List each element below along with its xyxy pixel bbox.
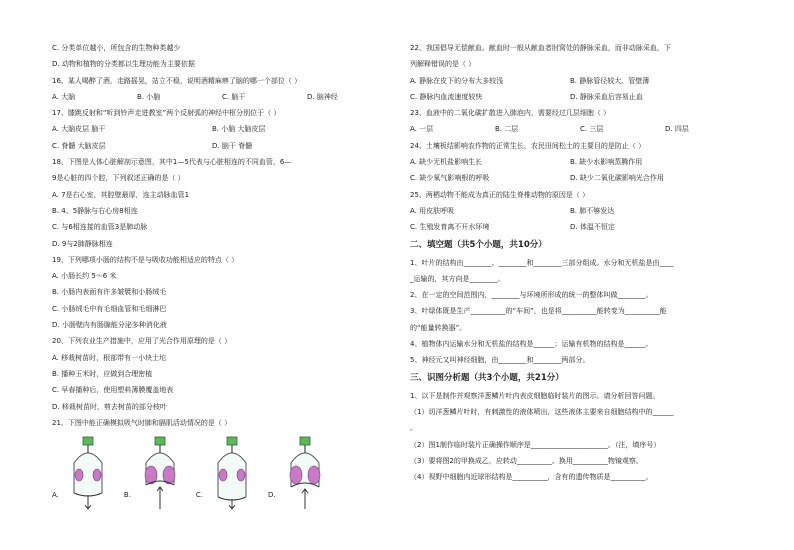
options-row bbox=[410, 154, 770, 170]
question-line: 23、血液中的二氧化碳扩散进入肺泡内，需要经过几层细胞（ ） bbox=[410, 109, 611, 118]
answer-option: D. 脑干 脊髓 bbox=[212, 141, 253, 150]
question-line: 。 bbox=[410, 424, 417, 433]
bell-jar-figure bbox=[196, 435, 258, 513]
question-line: A. 7是右心室，其腔壁最厚，连主动脉血管1 bbox=[52, 190, 190, 199]
question-line: 20、下列农业生产措施中，应用了光合作用原理的是（ ） bbox=[52, 337, 232, 346]
figure-label: C. bbox=[195, 491, 204, 500]
answer-option: D. 缺少二氧化碳影响光合作用 bbox=[570, 174, 664, 183]
question-line: （3）要将图2的甲换成乙，应转动__________。换用__________物镜观察。 bbox=[410, 456, 643, 465]
question-line: 17、膝跳反射和“听到铃声走进教室”两个反射弧的神经中枢分别位于（ ） bbox=[52, 109, 281, 118]
answer-option: C. 脑干 bbox=[222, 92, 246, 101]
question-line: 18、下图是人体心脏解剖示意图，其中1—5代表与心脏相连的不同血管，6— bbox=[52, 158, 292, 167]
bell-jar-icon bbox=[206, 435, 258, 513]
question-line: 1、叶片的结构由________、________和________三部分组成。水分和无机盐是由____ bbox=[410, 258, 674, 267]
question-line: （4）视野中细胞内近球形结构是__________，含有的遗传物质是__________。 bbox=[410, 473, 653, 482]
figure-label: D. bbox=[268, 491, 276, 500]
question-line: 5、神经元又叫神经细胞，由________和________两部分。 bbox=[410, 356, 590, 365]
question-line: 列解释错误的是（ ） bbox=[410, 60, 476, 69]
section-title: 二、填空题（共5个小题，共10分） bbox=[410, 239, 547, 250]
answer-option: A. 大脑皮层 脑干 bbox=[52, 125, 106, 134]
answer-option: A. 一层 bbox=[410, 125, 434, 134]
question-line: 3、叶绿体既是生产__________的“车间”，也是将__________能转变为__________能 bbox=[410, 307, 667, 316]
options-row bbox=[410, 219, 770, 235]
question-line: C. 小肠绒毛中有毛细血管和毛细淋巴 bbox=[52, 304, 167, 313]
answer-option: C. 缺少氧气影响根的呼吸 bbox=[410, 174, 490, 183]
answer-option: B. 二层 bbox=[495, 125, 519, 134]
question-line: C. 早春播种后，使用塑料薄膜覆盖地表 bbox=[52, 386, 174, 395]
question-line: 25、两栖动物不能成为真正的陆生脊椎动物的原因是（ ） bbox=[410, 190, 590, 199]
answer-option: A. 缺少无机盐影响生长 bbox=[410, 158, 483, 167]
question-line: D. 小肠壁内有肠腺能分泌多种消化液 bbox=[52, 321, 167, 330]
answer-option: B. 肺不够发达 bbox=[570, 206, 615, 215]
question-line: A. 移栽树苗时，根部带有一小块土坨 bbox=[52, 353, 167, 362]
section-title: 三、识图分析题（共3个小题，共21分） bbox=[410, 372, 564, 383]
answer-option: C. 生殖发育离不开水环境 bbox=[410, 223, 490, 232]
options-row bbox=[410, 89, 770, 105]
answer-option: D. 体温不恒定 bbox=[570, 223, 615, 232]
answer-option: A. 大脑 bbox=[52, 92, 76, 101]
question-line: B. 播种玉米时，应做到合理密植 bbox=[52, 369, 153, 378]
options-row bbox=[410, 170, 770, 186]
question-line: （2）图1制作临时装片正确操作顺序是______________________。（注，填序号） bbox=[410, 440, 661, 449]
answer-option: C. 静脉内血流速度较快 bbox=[410, 92, 483, 101]
answer-option: A. 静脉在皮下的分布大多较浅 bbox=[410, 76, 504, 85]
left-column bbox=[52, 40, 412, 513]
question-line: C. 分类单位越小，所包含的生物种类越少 bbox=[52, 44, 181, 52]
answer-option: C. 脊髓 大脑皮层 bbox=[52, 141, 106, 150]
answer-option: A. 用皮肤呼吸 bbox=[410, 206, 455, 215]
question-line: C. 与6相连接的血管3是肺动脉 bbox=[52, 223, 148, 232]
question-line: 1、以下是制作并观察洋葱鳞片叶内表皮细胞临时装片的图示。请分析回答问题。 bbox=[410, 391, 660, 400]
options-row bbox=[410, 121, 770, 137]
options-row bbox=[52, 89, 412, 105]
answer-option: D. 静脉采血后容易止血 bbox=[570, 92, 643, 101]
question-line: 9是心脏的四个腔，下列叙述正确的是（ ） bbox=[52, 174, 185, 183]
question-line: D. 9与2肺静脉相连 bbox=[52, 239, 113, 248]
answer-option: B. 缺少水影响蒸腾作用 bbox=[570, 158, 643, 167]
lung-model-figures bbox=[52, 435, 412, 513]
figure-label: A. bbox=[52, 491, 59, 500]
question-line: D. 动物和植物的分类都以生理功能为主要依据 bbox=[52, 60, 195, 69]
options-row bbox=[410, 203, 770, 219]
answer-option: B. 静脉管径较大、管壁薄 bbox=[570, 76, 650, 85]
question-line: 19、下列哪项小肠的结构不是与吸收功能相适应的特点（ ） bbox=[52, 255, 239, 264]
bell-jar-icon bbox=[279, 435, 331, 513]
question-line: 21、下图中能正确模拟吸气时肺和膈肌活动情况的是（ ） bbox=[52, 418, 232, 427]
question-line: 24、土壤板结影响农作物的正常生长，农民田间松土的主要目的是防止（ ） bbox=[410, 141, 646, 150]
question-line: 4、植物体内运输水分和无机盐的结构是______；运输有机物的结构是______。 bbox=[410, 340, 653, 349]
bell-jar-icon bbox=[62, 435, 114, 513]
bell-jar-figure bbox=[52, 435, 114, 513]
question-line: 的“能量转换器”。 bbox=[410, 323, 467, 332]
answer-option: D. 四层 bbox=[665, 125, 689, 134]
options-row bbox=[410, 73, 770, 89]
question-line: _运输的，其方向是________。 bbox=[410, 274, 505, 283]
answer-option: C. 三层 bbox=[580, 125, 604, 134]
figure-label: B. bbox=[123, 491, 131, 500]
question-line: B. 4、5静脉与右心房8相连 bbox=[52, 206, 138, 215]
right-column bbox=[410, 40, 770, 485]
question-line: （1）切洋葱鳞片叶时，有刺激性的液体喷出，这些液体主要来自细胞结构中的______ bbox=[410, 407, 674, 416]
options-row bbox=[52, 138, 412, 154]
question-line: B. 小肠内表面有许多皱襞和小肠绒毛 bbox=[52, 288, 167, 297]
question-line: 2、在一定的空间范围内，________与环境所形成的统一的整体叫做________。 bbox=[410, 291, 653, 300]
question-line: 16、某人喝醉了酒，走路摇晃，站立不稳，说明酒精麻痹了脑的哪一个部位（ ） bbox=[52, 76, 302, 85]
question-line: 22、我国倡导无偿献血。献血时一般从献血者肘窝处的静脉采血，而非动脉采血，下 bbox=[410, 44, 671, 52]
answer-option: B. 小脑 bbox=[137, 92, 161, 101]
answer-option: D. 脑神经 bbox=[307, 92, 338, 101]
question-line: A. 小肠长约 5～6 米 bbox=[52, 272, 117, 281]
bell-jar-icon bbox=[134, 435, 186, 513]
bell-jar-figure bbox=[124, 435, 186, 513]
answer-option: B. 小脑 大脑皮层 bbox=[212, 125, 266, 134]
options-row bbox=[52, 121, 412, 137]
bell-jar-figure bbox=[268, 435, 331, 513]
question-line: D. 移栽树苗时，剪去树苗的部分枝叶 bbox=[52, 402, 167, 411]
